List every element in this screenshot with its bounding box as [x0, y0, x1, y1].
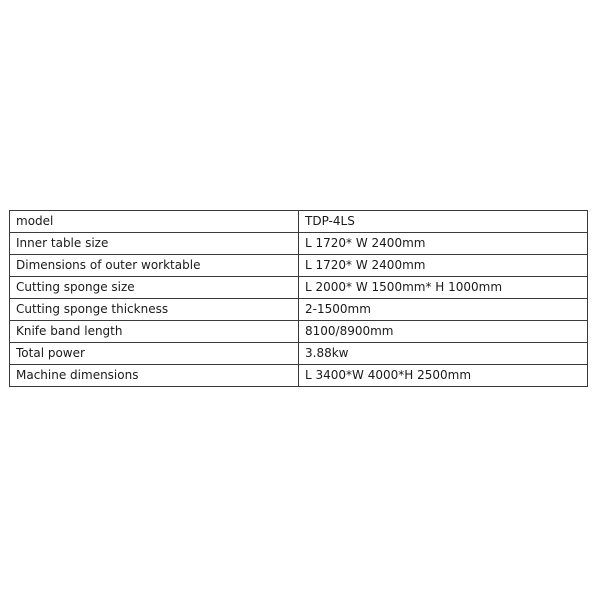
table-row [10, 255, 588, 277]
param-value-cell: L 3400*W 4000*H 2500mm [299, 365, 588, 387]
param-value-cell: 3.88kw [299, 343, 588, 365]
table-row [10, 299, 588, 321]
param-value-cell: L 1720* W 2400mm [299, 233, 588, 255]
table-row [10, 277, 588, 299]
param-name-cell: Cutting sponge thickness [10, 299, 299, 321]
param-name-cell: model [10, 211, 299, 233]
param-name-cell: Knife band length [10, 321, 299, 343]
table-row [10, 321, 588, 343]
table-row [10, 233, 588, 255]
param-name-cell: Total power [10, 343, 299, 365]
param-value-cell: TDP-4LS [299, 211, 588, 233]
param-name-cell: Inner table size [10, 233, 299, 255]
param-value-cell: L 1720* W 2400mm [299, 255, 588, 277]
spec-table [9, 210, 588, 387]
param-value-cell: L 2000* W 1500mm* H 1000mm [299, 277, 588, 299]
param-value-cell: 2-1500mm [299, 299, 588, 321]
table-row [10, 211, 588, 233]
table-row [10, 365, 588, 387]
param-name-cell: Machine dimensions [10, 365, 299, 387]
table-row [10, 343, 588, 365]
param-name-cell: Dimensions of outer worktable [10, 255, 299, 277]
param-value-cell: 8100/8900mm [299, 321, 588, 343]
param-name-cell: Cutting sponge size [10, 277, 299, 299]
